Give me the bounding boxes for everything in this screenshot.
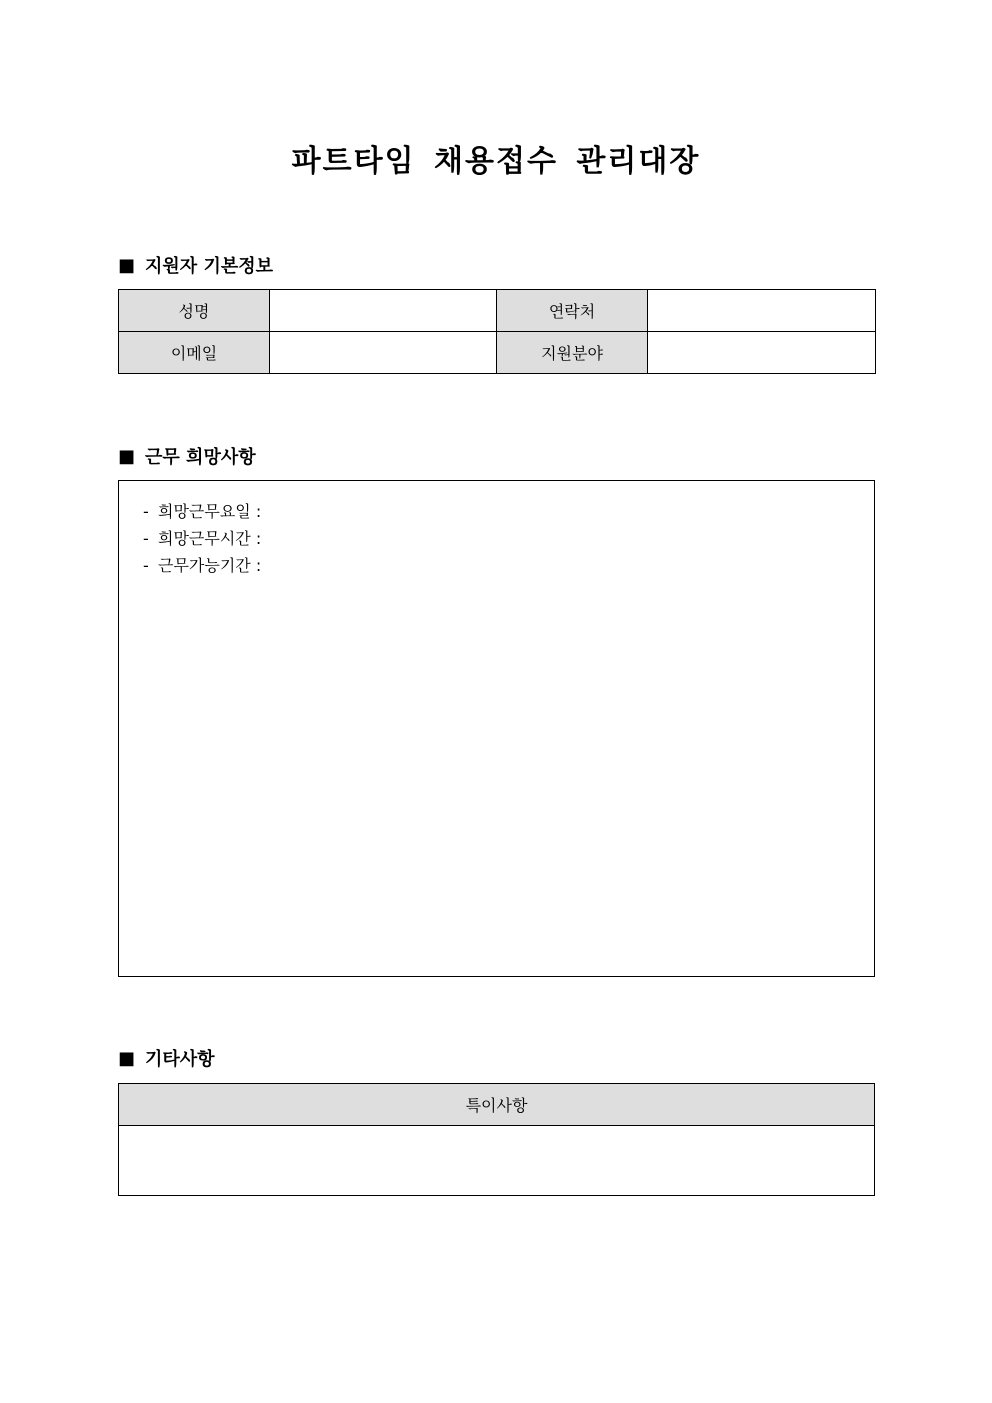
dash-marker: -: [143, 556, 149, 575]
applicant-info-table: [118, 289, 876, 374]
list-item: [143, 552, 874, 579]
contact-field[interactable]: [648, 290, 876, 332]
name-label: 성명: [119, 290, 270, 332]
preferred-days-label: 희망근무요일 :: [158, 502, 262, 521]
available-period-label: 근무가능기간 :: [158, 556, 262, 575]
preferred-hours-label: 희망근무시간 :: [158, 529, 262, 548]
list-item: [143, 525, 874, 552]
section-heading-label: 기타사항: [145, 1049, 215, 1070]
work-preferences-box[interactable]: [118, 480, 875, 977]
field-field[interactable]: [648, 332, 876, 374]
document-title: 파트타임 채용접수 관리대장: [291, 144, 701, 179]
section-heading-applicant: [118, 252, 273, 278]
square-bullet-icon: ■: [118, 445, 136, 467]
table-row: [119, 290, 876, 332]
section-heading-label: 근무 희망사항: [145, 447, 256, 468]
table-row: [119, 1126, 875, 1196]
section-heading-label: 지원자 기본정보: [145, 256, 273, 277]
section-heading-etc: [118, 1045, 215, 1071]
work-preferences-list: [119, 481, 874, 579]
section-heading-work: [118, 443, 256, 469]
contact-label: 연락처: [497, 290, 648, 332]
other-notes-table: [118, 1083, 875, 1196]
square-bullet-icon: ■: [118, 1047, 136, 1069]
field-label: 지원분야: [497, 332, 648, 374]
list-item: [143, 498, 874, 525]
dash-marker: -: [143, 529, 149, 548]
special-notes-field[interactable]: [119, 1126, 875, 1196]
email-field[interactable]: [270, 332, 497, 374]
name-field[interactable]: [270, 290, 497, 332]
dash-marker: -: [143, 502, 149, 521]
table-row: [119, 332, 876, 374]
special-notes-header: 특이사항: [119, 1084, 875, 1126]
square-bullet-icon: ■: [118, 254, 136, 276]
email-label: 이메일: [119, 332, 270, 374]
table-row: [119, 1084, 875, 1126]
